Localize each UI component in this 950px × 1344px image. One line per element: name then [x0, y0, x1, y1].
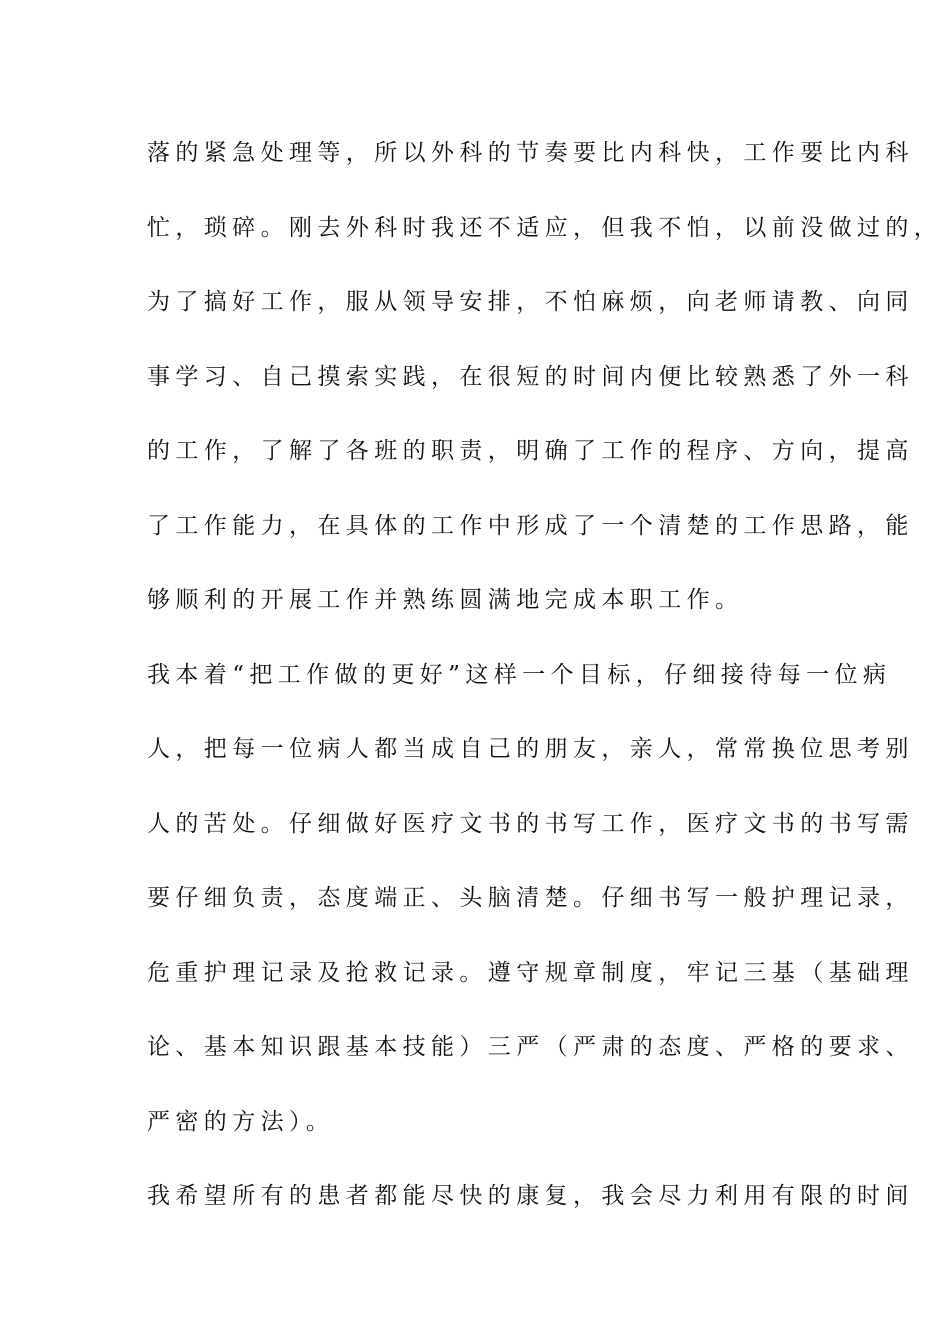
text-line-9: 人，把每一位病人都当成自己的朋友，亲人，常常换位思考别	[147, 736, 914, 762]
text-line-14: 严密的方法）。	[147, 1108, 335, 1135]
text-line-15: 我希望所有的患者都能尽快的康复，我会尽力利用有限的时间	[147, 1183, 914, 1209]
text-line-8: 我本着“把工作做的更好”这样一个目标，仔细接待每一位病	[147, 661, 892, 688]
text-line-11: 要仔细负责，态度端正、头脑清楚。仔细书写一般护理记录，	[147, 885, 914, 911]
text-line-4: 事学习、自己摸索实践，在很短的时间内便比较熟悉了外一科	[147, 363, 914, 390]
text-line-12: 危重护理记录及抢救记录。遵守规章制度，牢记三基（基础理	[147, 959, 914, 986]
text-line-13: 论、基本知识跟基本技能）三严（严肃的态度、严格的要求、	[147, 1034, 914, 1060]
text-line-6: 了工作能力，在具体的工作中形成了一个清楚的工作思路，能	[147, 512, 914, 539]
text-line-10: 人的苦处。仔细做好医疗文书的书写工作，医疗文书的书写需	[147, 810, 914, 837]
text-line-1: 落的紧急处理等，所以外科的节奏要比内科快，工作要比内科	[147, 140, 914, 166]
text-line-5: 的工作，了解了各班的职责，明确了工作的程序、方向，提高	[147, 438, 914, 464]
document-body	[147, 128, 943, 1246]
text-line-3: 为了搞好工作，服从领导安排，不怕麻烦，向老师请教、向同	[147, 289, 914, 315]
text-line-2: 忙，琐碎。刚去外科时我还不适应，但我不怕，以前没做过的，	[147, 214, 943, 241]
text-line-7: 够顺利的开展工作并熟练圆满地完成本职工作。	[147, 587, 744, 613]
